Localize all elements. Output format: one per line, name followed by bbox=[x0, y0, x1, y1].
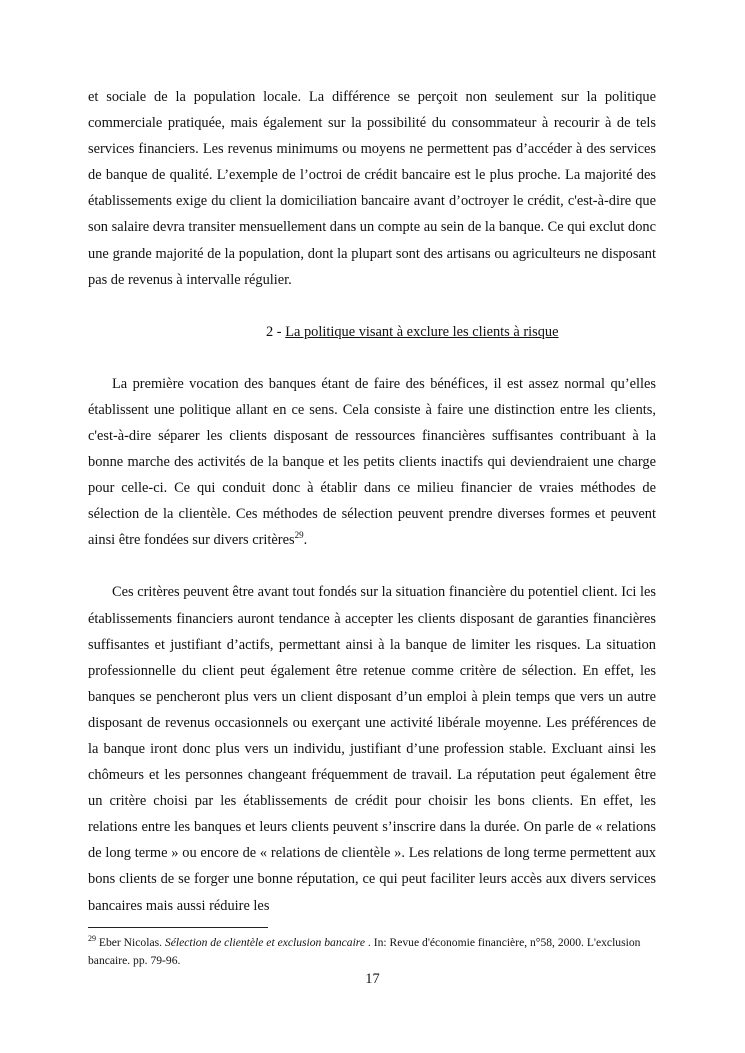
section-title: La politique visant à exclure les clients à risque bbox=[285, 323, 559, 340]
footnote-number: 29 bbox=[88, 934, 96, 944]
footnote bbox=[88, 934, 658, 970]
paragraph-2-text: La première vocation des banques étant de faire des bénéfices, il est assez normal qu’elles établissent une politique allant en ce sens. Cela consiste à faire une distinction entre les clients, c'est-à-dire séparer les clients disposant de ressources financières suffisantes contribuant à la bonne marche des activités de la banque et les petits clients inactifs qui deviendraient une charge pour celle-ci. Ce qui conduit donc à établir dans ce milieu financier de vraies méthodes de sélection de la clientèle. Ces méthodes de sélection peuvent prendre diverses formes et peuvent ainsi être fondées sur divers critères bbox=[88, 375, 656, 549]
page-body bbox=[88, 84, 656, 919]
footnote-title: Sélection de clientèle et exclusion bancaire bbox=[164, 936, 366, 949]
footnote-separator bbox=[88, 927, 268, 928]
paragraph-2 bbox=[88, 371, 656, 554]
footnote-reference[interactable]: 29 bbox=[294, 530, 304, 541]
paragraph-3: Ces critères peuvent être avant tout fondés sur la situation financière du potentiel client. Ici les établissements financiers auront tendance à accepter les clients disposant de garanties financières suffisantes et justifiant d’actifs, permettant ainsi à la banque de limiter les risques. La situation professionnelle du client peut également être retenue comme critère de sélection. En effet, les banques se pencheront plus vers un client disposant d’un emploi à plein temps que vers un autre disposant de revenus occasionnels ou exerçant une activité libérale moyenne. Les préférences de la banque iront donc plus vers un individu, justifiant d’une profession stable. Excluant ainsi les chômeurs et les personnes changeant fréquemment de travail. La réputation peut également être un critère choisi par les établissements de crédit pour choisir les bons clients. En effet, les relations entre les banques et leurs clients peuvent s’inscrire dans la durée. On parle de « relations de long terme » ou encore de « relations de clientèle ». Les relations de long terme permettent aux bons clients de se forger une bonne réputation, ce qui peut faciliter leurs accès aux divers services bancaires mais aussi réduire les bbox=[88, 584, 656, 914]
section-number: 2 - bbox=[266, 323, 286, 340]
paragraph-2-end: . bbox=[303, 532, 308, 549]
footnote-rest: . In: Revue d'économie financière, n°58, 2000. L'exclusion bancaire. pp. 79-96. bbox=[88, 936, 641, 967]
section-heading bbox=[88, 319, 656, 345]
footnote-author: Eber Nicolas. bbox=[96, 936, 165, 949]
page-number: 17 bbox=[365, 971, 380, 987]
paragraph-1: et sociale de la population locale. La différence se perçoit non seulement sur la politique commerciale pratiquée, mais également sur la possibilité du consommateur à recourir à de tels services financiers. Les revenus minimums ou moyens ne permettent pas d’accéder à des services de banque de qualité. L’exemple de l’octroi de crédit bancaire est le plus proche. La majorité des établissements exige du client la domiciliation bancaire avant d’octroyer le crédit, c'est-à-dire que son salaire devra transiter mensuellement dans un compte au sein de la banque. Ce qui exclut donc une grande majorité de la population, dont la plupart sont des artisans ou agriculteurs ne disposant pas de revenus à intervalle régulier. bbox=[88, 89, 656, 288]
